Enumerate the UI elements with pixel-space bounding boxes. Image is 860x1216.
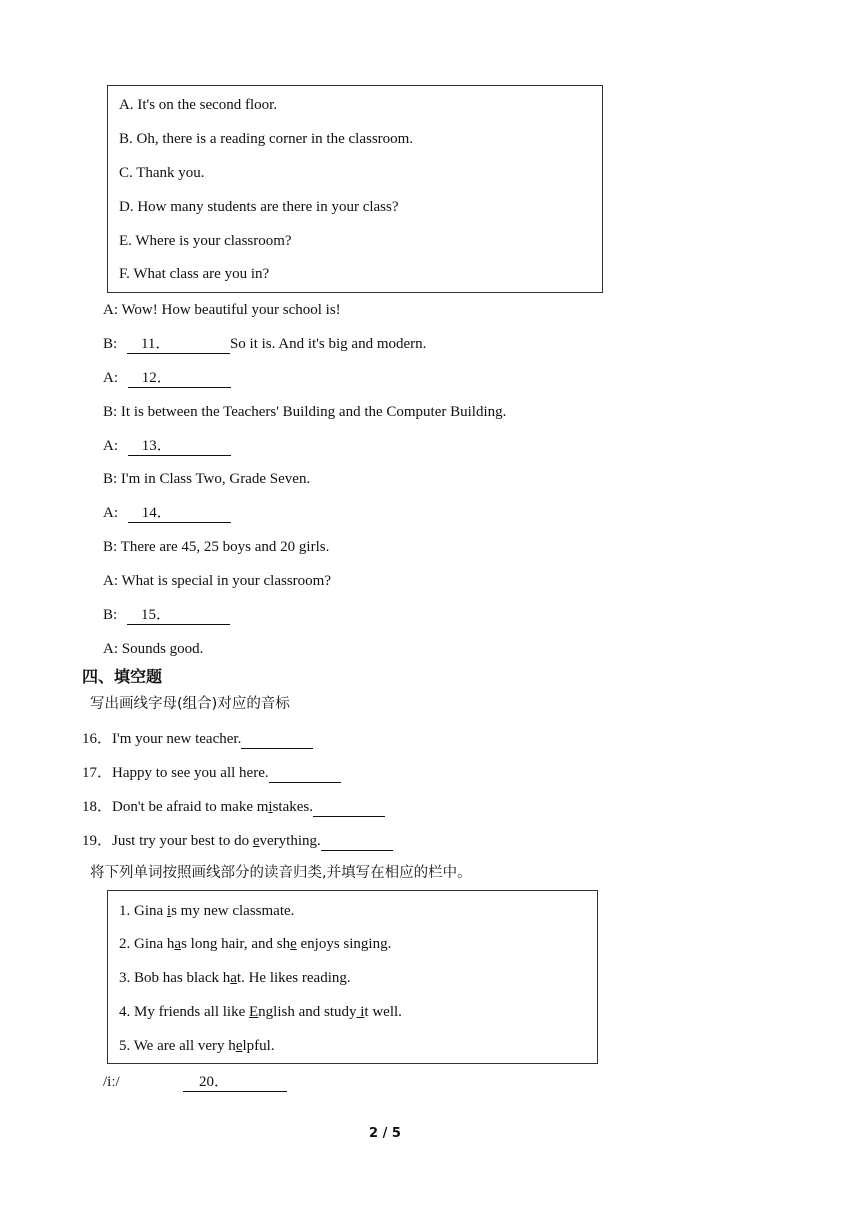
dialog-line-8: B: There are 45, 25 boys and 20 girls. (103, 539, 330, 555)
dialog-line-2 (103, 334, 426, 354)
dialog-line-10 (103, 605, 230, 625)
speaker: B: (103, 607, 118, 623)
underlined-letter: a (174, 936, 182, 952)
underlined-letter: E (248, 1004, 259, 1020)
sentence-2: 2. Gina has long hair, and she enjoys singing. (119, 936, 392, 952)
dialog-text: So it is. And it's big and modern. (229, 336, 427, 352)
option-e: E. Where is your classroom? (119, 233, 292, 249)
dialog-line-4: B: It is between the Teachers' Building and the Computer Building. (103, 404, 507, 420)
instruction-phonetics: 写出画线字母(组合)对应的音标 (90, 696, 290, 712)
phonetic-row-20 (183, 1072, 287, 1092)
underlined-letter: e (290, 936, 297, 952)
question-17: 17．Happy to see you all here. (82, 763, 341, 783)
dialog-line-7 (103, 503, 231, 523)
underlined-letter: a (230, 970, 237, 986)
underlined-letter: e (235, 1038, 243, 1054)
dialog-line-1: A: Wow! How beautiful your school is! (103, 302, 341, 318)
underlined-letter: e (252, 833, 260, 849)
dialog-line-3 (103, 368, 231, 388)
answer-blank-13[interactable]: 13． (128, 437, 231, 456)
option-d: D. How many students are there in your class? (119, 199, 399, 215)
speaker: B: (103, 336, 118, 352)
answer-blank-15[interactable]: 15． (127, 606, 230, 625)
speaker: A: (103, 370, 118, 386)
answer-blank-11[interactable]: 11． (127, 335, 230, 354)
underlined-letter: i (356, 1004, 365, 1020)
underlined-letter: i (268, 799, 273, 815)
option-f: F. What class are you in? (119, 266, 270, 282)
answer-blank-17[interactable] (269, 764, 341, 783)
sentence-4: 4. My friends all like English and study it well. (119, 1004, 402, 1020)
section-heading: 四、填空题 (82, 667, 163, 686)
answer-blank-18[interactable] (313, 798, 385, 817)
underlined-letter: i (166, 903, 172, 919)
speaker: A: (103, 505, 118, 521)
dialog-line-6: B: I'm in Class Two, Grade Seven. (103, 471, 311, 487)
phonetic-symbol: /iː/ (103, 1074, 120, 1090)
dialog-line-11: A: Sounds good. (103, 641, 204, 657)
sentence-3: 3. Bob has black hat. He likes reading. (119, 970, 351, 986)
question-18: 18．Don't be afraid to make mistakes. (82, 797, 385, 817)
answer-blank-12[interactable]: 12． (128, 369, 231, 388)
speaker: A: (103, 438, 118, 454)
question-19: 19．Just try your best to do everything. (82, 831, 393, 851)
answer-blank-14[interactable]: 14． (128, 504, 231, 523)
answer-blank-16[interactable] (241, 730, 313, 749)
dialog-line-5 (103, 436, 231, 456)
question-16: 16．I'm your new teacher. (82, 729, 313, 749)
sentence-5: 5. We are all very helpful. (119, 1038, 275, 1054)
option-c: C. Thank you. (119, 165, 205, 181)
instruction-classify: 将下列单词按照画线部分的读音归类,并填写在相应的栏中。 (90, 865, 472, 881)
answer-blank-19[interactable] (321, 832, 393, 851)
dialog-line-9: A: What is special in your classroom? (103, 573, 332, 589)
page-number: 2 / 5 (369, 1126, 401, 1141)
option-b: B. Oh, there is a reading corner in the classroom. (119, 131, 414, 147)
options-box (107, 85, 603, 293)
option-a: A. It's on the second floor. (119, 97, 278, 113)
sentence-1: 1. Gina is my new classmate. (119, 903, 295, 919)
answer-blank-20[interactable]: 20． (183, 1073, 287, 1092)
